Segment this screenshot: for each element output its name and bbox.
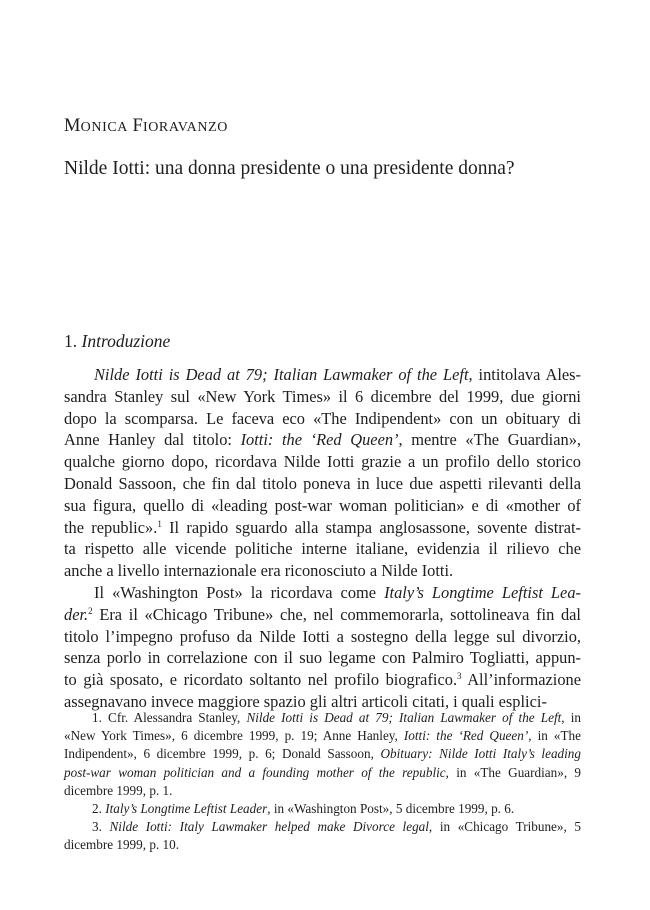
text-run: Indipendent», 6 dicembre 1999, p. 6; Donald Sassoon,: [64, 746, 381, 762]
text-run: Era il «Chicago Tribune» che, nel commemorarla, sottolineava fin dal: [92, 604, 581, 624]
author-name: [64, 116, 228, 137]
text-run: sandra Stanley sul «New York Times» il 6 dicembre del 1999, due giorni: [64, 386, 581, 406]
text-run: Donald Sassoon, che fin dal titolo poneva in luce due aspetti rilevanti della: [64, 473, 581, 493]
italic-text: post-war woman politician and a founding mother of the republic: [64, 764, 446, 780]
body-line: [64, 560, 581, 582]
body-line: [64, 647, 581, 669]
article-title: Nilde Iotti: una donna presidente o una presidente donna?: [64, 158, 515, 179]
section-title: Introduzione: [81, 331, 171, 351]
footnote-line: [64, 745, 581, 763]
footnote-line: [64, 709, 581, 727]
body-line: [64, 495, 581, 517]
section-heading: [64, 331, 170, 352]
body-line: [64, 451, 581, 473]
footnote-line: [64, 836, 581, 854]
text-run: sua figura, quello di «leading post-war woman politician» e di «mother of: [64, 495, 581, 515]
body-line: [64, 429, 581, 451]
body-line: [64, 517, 581, 539]
italic-text: Nilde Iotti: Italy Lawmaker helped make Divorce legal: [109, 819, 429, 835]
italic-text: Nilde Iotti is Dead at 79; Italian Lawmaker of the Left: [246, 710, 562, 725]
footnote-line: [64, 764, 581, 782]
footnote-marker: 2: [88, 605, 93, 616]
text-run: , in «The Guardian», 9: [445, 764, 582, 780]
text-run: assegnavano invece maggiore spazio gli altri articoli citati, i quali esplici-: [64, 691, 547, 711]
body-text: [64, 364, 581, 713]
body-line: [64, 408, 581, 430]
body-line: [64, 669, 581, 691]
text-run: Il «Washington Post» la ricordava come: [94, 582, 385, 602]
text-run: to già sposato, e ricordato soltanto nel profilo biografico.: [64, 670, 458, 690]
footnote-line: [64, 818, 581, 836]
author-last-rest: IORAVANZO: [142, 120, 228, 135]
italic-text: Italy’s Longtime Leftist Lea-: [384, 582, 581, 602]
italic-text: Obituary: Nilde Iotti Italy’s leading: [380, 746, 581, 762]
footnote-marker: 1: [157, 518, 162, 529]
body-line: [64, 364, 581, 386]
author-last-initial: F: [132, 116, 143, 136]
text-run: 2.: [92, 800, 106, 816]
italic-text: Italy’s Longtime Leftist Leader: [105, 800, 268, 816]
body-line: [64, 626, 581, 648]
body-line: [64, 473, 581, 495]
text-run: qualche giorno dopo, ricordava Nilde Iotti grazie a un profilo dello storico: [64, 452, 581, 472]
text-run: All’informazione: [461, 670, 581, 690]
italic-text: Nilde Iotti is Dead at 79; Italian Lawmaker of the Left: [94, 365, 469, 384]
body-line: [64, 386, 581, 408]
text-run: , in «Washington Post», 5 dicembre 1999, p. 6.: [267, 800, 515, 816]
body-line: [64, 604, 581, 626]
text-run: senza porlo in correlazione con il suo legame con Palmiro Togliatti, appun-: [64, 648, 581, 668]
footnotes: [64, 709, 581, 855]
author-first-rest: ONICA: [80, 120, 128, 135]
text-run: , in: [561, 710, 581, 725]
text-run: dicembre 1999, p. 10.: [64, 837, 179, 853]
text-run: , mentre «The Guardian»,: [398, 430, 581, 450]
text-run: «New York Times», 6 dicembre 1999, p. 19; Anne Hanley,: [64, 728, 404, 744]
body-line: [64, 538, 581, 560]
text-run: 1. Cfr. Alessandra Stanley,: [92, 710, 247, 725]
text-run: , in «The: [528, 728, 581, 744]
text-run: Anne Hanley dal titolo:: [64, 430, 241, 450]
section-number: 1.: [64, 331, 78, 351]
italic-text: Iotti: the ‘Red Queen’: [240, 430, 399, 450]
text-run: Il rapido sguardo alla stampa anglosassone, sovente distrat-: [161, 517, 581, 537]
italic-text: der.: [64, 604, 89, 624]
author-first-initial: M: [64, 116, 81, 136]
text-run: , intitolava Ales-: [468, 365, 581, 384]
body-line: [64, 582, 581, 604]
footnote-line: [64, 800, 581, 818]
text-run: the republic».: [64, 517, 158, 537]
text-run: titolo l’impegno profuso da Nilde Iotti a sostegno della legge sul divorzio,: [64, 626, 581, 646]
footnote-line: [64, 727, 581, 745]
italic-text: Iotti: the ‘Red Queen’: [403, 728, 529, 744]
footnote-line: [64, 782, 581, 800]
text-run: dopo la scomparsa. Le faceva eco «The Indipendent» con un obituary di: [64, 408, 581, 428]
text-run: , in «Chicago Tribune», 5: [428, 819, 581, 835]
text-run: ta rispetto alle vicende politiche interne italiane, evidenzia il rilievo che: [64, 539, 581, 559]
text-run: 3.: [92, 819, 110, 835]
footnote-marker: 3: [457, 671, 462, 682]
text-run: anche a livello internazionale era riconosciuto a Nilde Iotti.: [64, 561, 454, 581]
text-run: dicembre 1999, p. 1.: [64, 782, 173, 798]
